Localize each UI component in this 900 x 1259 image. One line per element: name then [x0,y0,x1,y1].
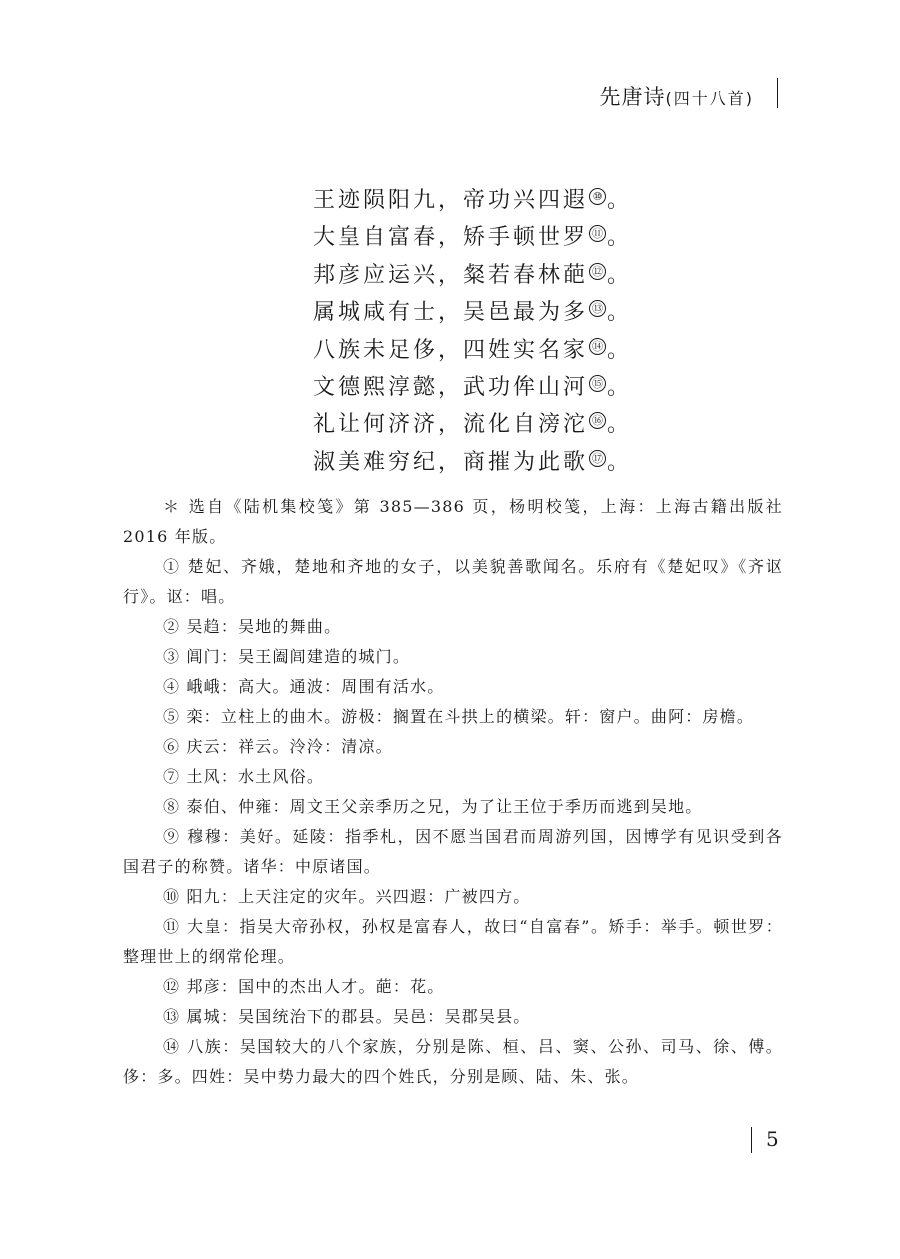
footnote-marker[interactable]: ⑫ [589,263,606,280]
poem-half-line: 粲若春林葩 [463,262,589,288]
footnote: ⑪ 大皇：指吴大帝孙权，孙权是富春人，故曰“自富春”。矫手：举手。顿世罗：整理世上的纲常伦理。 [123,917,783,966]
poem-line [313,332,753,369]
footnote-marker[interactable]: ⑬ [589,300,606,317]
footnote: ⑫ 邦彦：国中的杰出人才。葩：花。 [163,977,445,996]
period: 。 [607,188,633,213]
poem-half-line: 武功侔山河 [463,375,589,401]
poem-half-line: 淑美难穷纪 [313,449,439,475]
footnote-marker[interactable]: ⑰ [589,450,606,467]
footnote: ④ 峨峨：高大。通波：周围有活水。 [163,677,445,696]
poem-line [313,444,753,481]
period: 。 [607,375,633,401]
footnote: ⑬ 属城：吴国统治下的郡县。吴邑：吴郡吴县。 [163,1007,531,1026]
poem-half-line: 属城咸有士 [313,300,439,326]
comma: ， [438,449,464,475]
comma: ， [438,337,464,363]
comma: ， [438,262,464,288]
period: 。 [607,225,633,251]
footnote-marker[interactable]: ⑮ [589,375,606,392]
comma: ， [438,412,464,438]
poem-line [313,369,753,406]
footnote: ⑧ 泰伯、仲雍：周文王父亲季历之兄，为了让王位于季历而逃到吴地。 [163,797,703,816]
footnote: ⑥ 庆云：祥云。泠泠：清凉。 [163,737,393,756]
period: 。 [607,300,633,326]
comma: ， [438,225,464,251]
comma: ， [438,375,464,401]
poem-half-line: 矫手顿世罗 [463,225,589,251]
poem-half-line: 大皇自富春 [313,225,439,251]
poem-half-line: 邦彦应运兴 [313,262,439,288]
footnote: ③ 阊门：吴王阖闾建造的城门。 [163,647,411,666]
poem-line [313,257,753,294]
poem-half-line: 商摧为此歌 [463,449,589,475]
footnote: ⑤ 栾：立柱上的曲木。游极：搁置在斗拱上的横梁。轩：窗户。曲阿：房檐。 [163,707,755,726]
footnote-marker[interactable]: ⑭ [589,338,606,355]
page-number: 5 [766,1127,779,1151]
poem-line [313,406,753,443]
period: 。 [607,337,633,363]
poem-half-line: 吴邑最为多 [463,300,589,326]
header-divider [777,78,778,108]
poem-line [313,219,753,256]
footnote: ② 吴趋：吴地的舞曲。 [163,617,342,636]
poem-block [313,182,753,481]
footnote: ⑦ 土风：水土风俗。 [163,767,325,786]
footnote: ⑭ 八族：吴国较大的八个家族，分别是陈、桓、吕、窦、公孙、司马、徐、傅。侈：多。四姓：吴中势力最大的四个姓氏，分别是顾、陆、朱、张。 [123,1037,783,1086]
footnote: ⑩ 阳九：上天注定的灾年。兴四遐：广被四方。 [163,887,531,906]
footnote-marker[interactable]: ⑩ [589,188,606,205]
poem-line [313,182,753,219]
poem-line [313,294,753,331]
poem-half-line: 流化自滂沱 [463,412,589,438]
poem-half-line: 文德熙淳懿 [313,375,439,401]
poem-half-line: 礼让何济济 [313,412,439,438]
poem-half-line: 四姓实名家 [463,337,589,363]
period: 。 [607,449,633,475]
footnotes [123,492,783,1092]
footnote-marker[interactable]: ⑪ [589,225,606,242]
source-note: ＊ 选自《陆机集校笺》第 385—386 页，杨明校笺，上海：上海古籍出版社 2016 年版。 [123,497,783,546]
footnote: ① 楚妃、齐娥，楚地和齐地的女子，以美貌善歌闻名。乐府有《楚妃叹》《齐讴行》。讴：唱。 [123,557,783,606]
running-header [600,84,755,112]
period: 。 [607,412,633,438]
comma: ， [438,300,464,326]
footnote: ⑨ 穆穆：美好。延陵：指季札，因不愿当国君而周游列国，因博学有见识受到各国君子的称赞。诸华：中原诸国。 [123,827,783,876]
poem-half-line: 帝功兴四遐 [463,188,589,213]
footer-divider [751,1127,752,1153]
book-title: 先唐诗 [599,85,666,109]
poem-half-line: 八族未足侈 [313,337,439,363]
period: 。 [607,262,633,288]
comma: ， [438,188,464,213]
poem-half-line: 王迹陨阳九 [313,188,439,213]
book-subtitle: (四十八首) [665,89,754,108]
footnote-marker[interactable]: ⑯ [589,412,606,429]
